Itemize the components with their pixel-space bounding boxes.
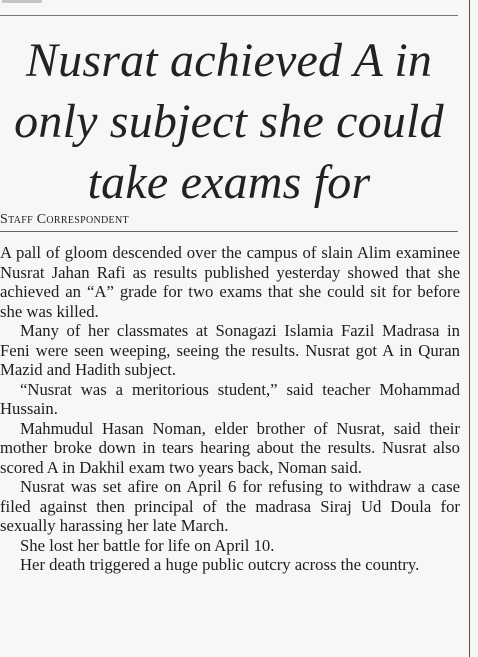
article-headline	[0, 30, 458, 213]
paragraph-1: A pall of gloom descended over the campus of slain Alim examinee Nusrat Jahan Rafi as results published yesterday showed that she achieved an “A” grade for two exams that she could sit for before she was killed.	[0, 243, 460, 321]
paragraph-4: Mahmudul Hasan Noman, elder brother of Nusrat, said their mother broke down in tears hearing about the results. Nusrat also scored A in Dakhil exam two years back, Noman said.	[0, 418, 460, 477]
article-body	[0, 243, 460, 575]
headline-line-3: take exams for	[87, 156, 371, 209]
previous-article-fragment	[2, 0, 42, 3]
headline-line-2: only subject she could	[14, 95, 444, 148]
paragraph-6: She lost her battle for life on April 10.	[20, 535, 275, 555]
paragraph-5: Nusrat was set afire on April 6 for refusing to withdraw a case filed against then principal of the madrasa Siraj Ud Doula for sexually harassing her late March.	[0, 477, 460, 535]
byline: Staff Correspondent	[0, 212, 129, 227]
column-divider	[469, 0, 470, 657]
paragraph-7: Her death triggered a huge public outcry across the country.	[20, 555, 420, 574]
headline-line-1: Nusrat achieved A in	[25, 34, 433, 87]
top-divider	[0, 15, 458, 16]
paragraph-3: “Nusrat was a meritorious student,” said teacher Mohammad Hussain.	[0, 379, 460, 418]
paragraph-2: Many of her classmates at Sonagazi Islamia Fazil Madrasa in Feni were seen weeping, seeing the results. Nusrat got A in Quran Mazid and Hadith subject.	[0, 321, 460, 379]
byline-divider	[0, 231, 458, 232]
